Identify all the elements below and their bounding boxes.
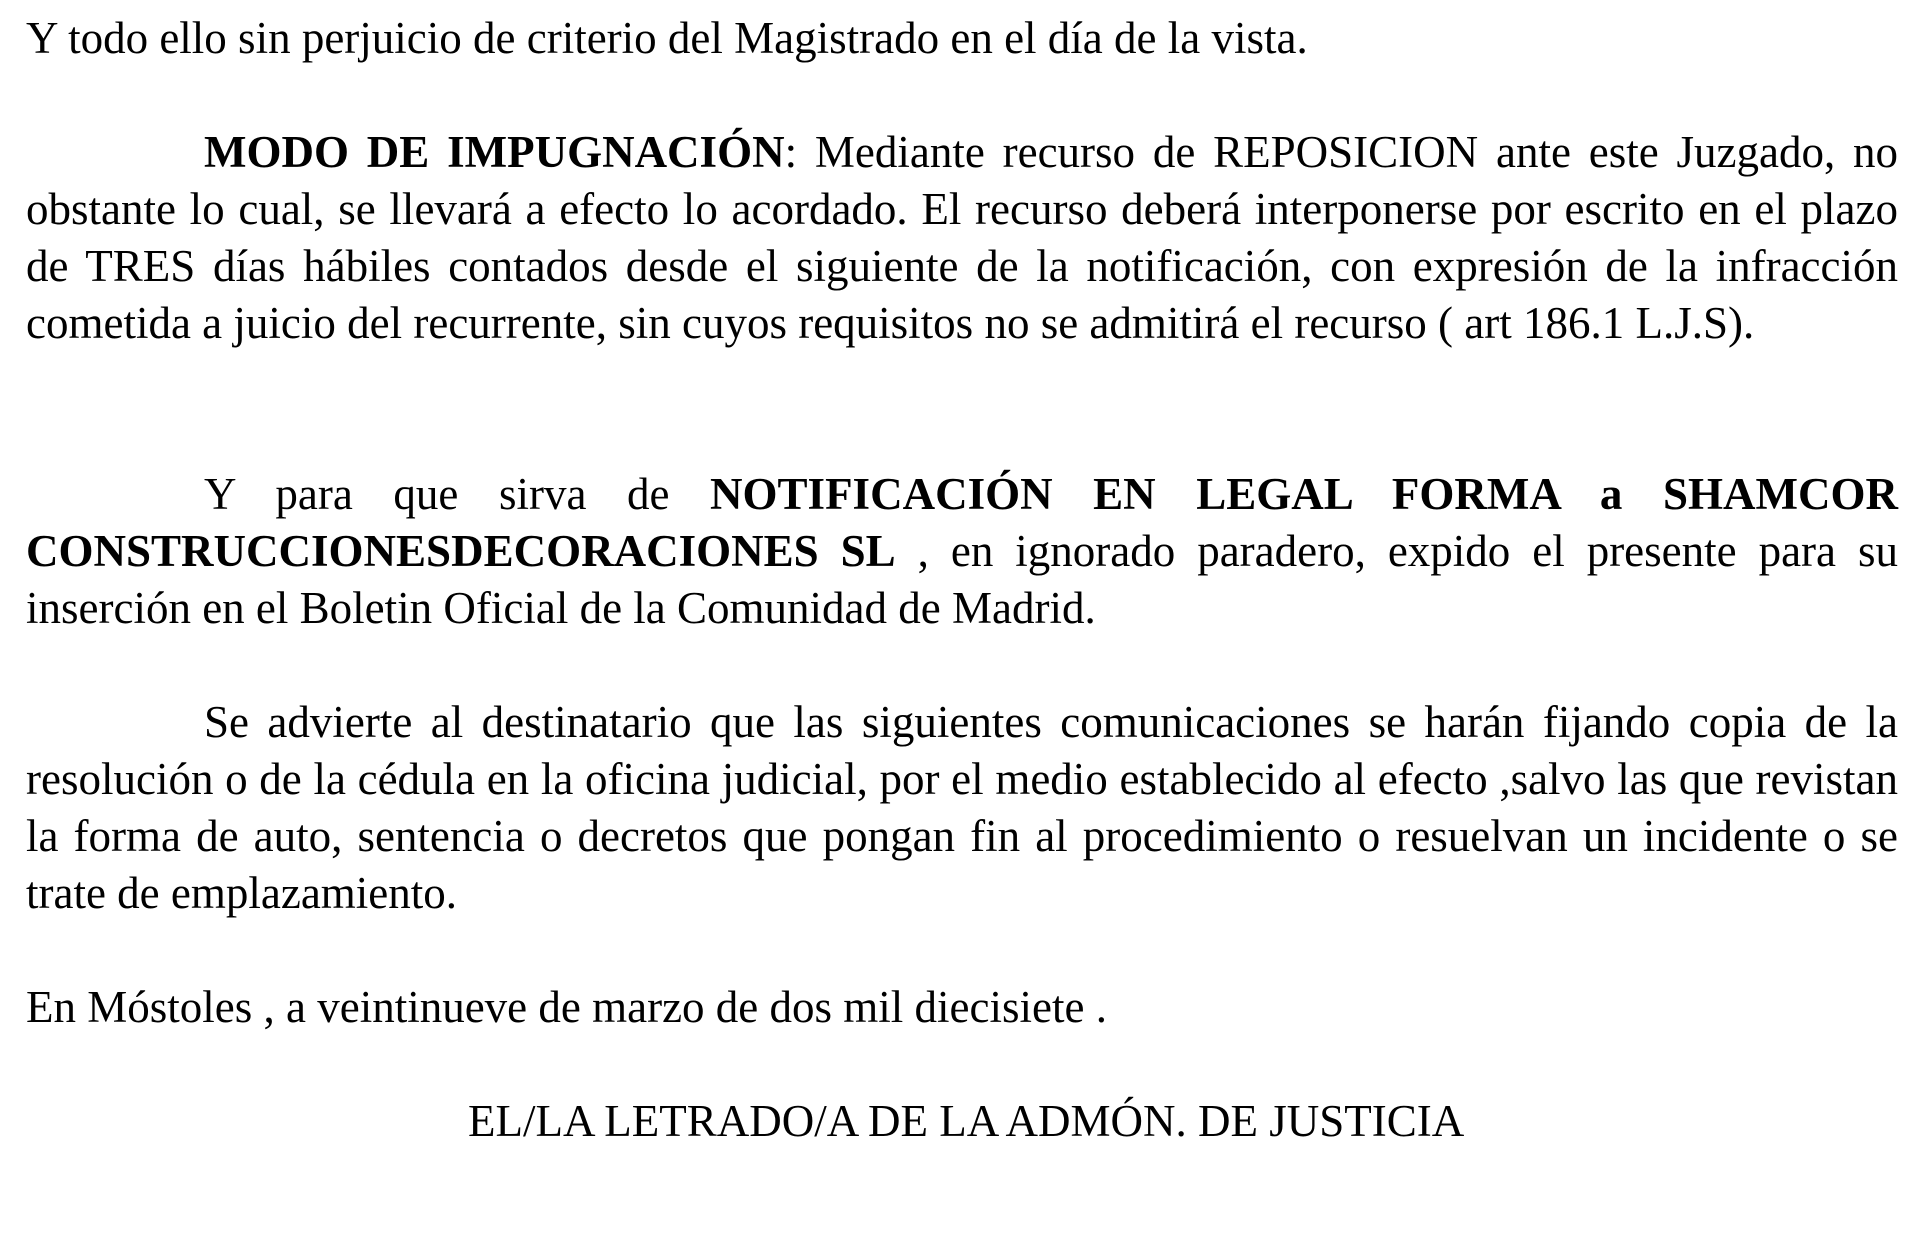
document-page (26, 10, 1898, 1150)
text-notificacion-bold: NOTIFICACIÓN EN LEGAL FORMA a SHAMCOR CONSTRUCCIONESDECORACIONES SL (26, 469, 1898, 576)
text-notificacion-intro: Y para que sirva de (204, 469, 711, 519)
text-notificacion-rest: , en ignorado paradero, expido el presente para su inserción en el Boletin Oficial de la Comunidad de Madrid. (26, 526, 1898, 633)
paragraph-criterio: Y todo ello sin perjuicio de criterio del Magistrado en el día de la vista. (26, 13, 1308, 63)
paragraph-notificacion (26, 466, 1898, 637)
heading-modo-impugnacion: MODO DE IMPUGNACIÓN (204, 127, 785, 177)
paragraph-modo-impugnacion (26, 124, 1898, 352)
signature-line: EL/LA LETRADO/A DE LA ADMÓN. DE JUSTICIA (468, 1096, 1465, 1146)
paragraph-advertencia: Se advierte al destinatario que las siguientes comunicaciones se harán fijando copia de la resolución o de la cédula en la oficina judicial, por el medio establecido al efecto ,salvo las que revistan la forma de auto, sentencia o decretos que pongan fin al procedimiento o resuelvan un incidente o se trate de emplazamiento. (26, 697, 1898, 918)
text-modo-impugnacion: : Mediante recurso de REPOSICION ante este Juzgado, no obstante lo cual, se llevará a efecto lo acordado. El recurso deberá interponerse por escrito en el plazo de TRES días hábiles contados desde el siguiente de la notificación, con expresión de la infracción cometida a juicio del recurrente, sin cuyos requisitos no se admitirá el recurso ( art 186.1 L.J.S). (26, 127, 1898, 348)
paragraph-fecha: En Móstoles , a veintinueve de marzo de dos mil diecisiete . (26, 982, 1107, 1032)
